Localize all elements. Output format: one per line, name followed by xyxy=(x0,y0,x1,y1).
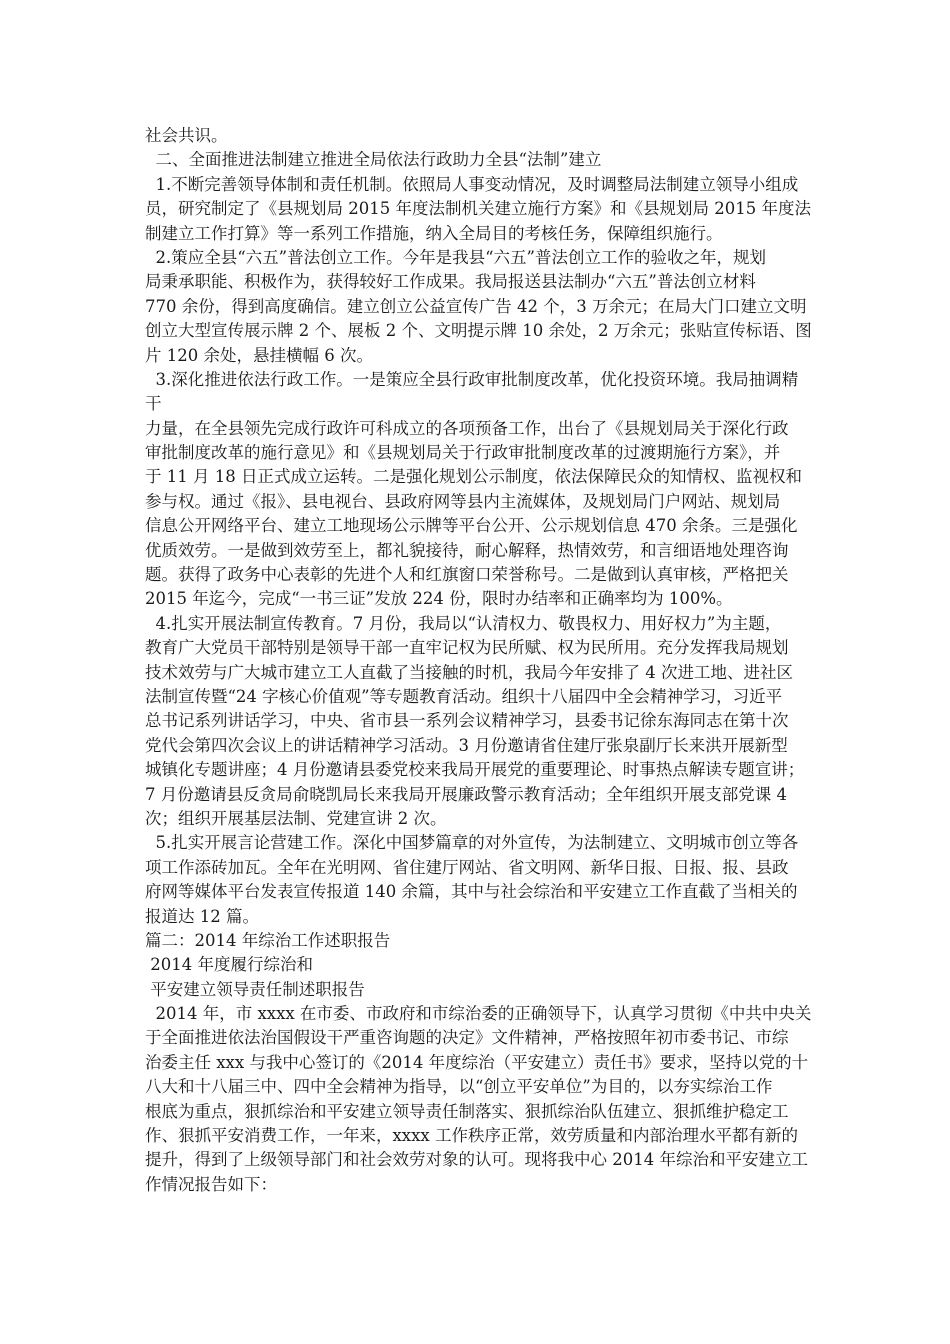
text-line: 八大和十八届三中、四中全会精神为指导，以“创立平安单位”为目的，以夯实综治工作 xyxy=(145,1077,773,1097)
text-line: 1.不断完善领导体制和责任机制。依照局人事变动情况，及时调整局法制建立领导小组成 xyxy=(145,174,799,194)
text-line: 题。获得了政务中心表彰的先进个人和红旗窗口荣誉称号。二是做到认真审核，严格把关 xyxy=(145,565,789,585)
text-line: 提升，得到了上级领导部门和社会效劳对象的认可。现将我中心 2014 年综治和平安建立工 xyxy=(145,1150,808,1170)
text-line: 局秉承职能、积极作为，获得较好工作成果。我局报送县法制办“六五”普法创立材料 xyxy=(145,272,756,292)
text-line: 治委主任 xxx 与我中心签订的《2014 年度综治（平安建立）责任书》要求，坚持以党的十 xyxy=(145,1052,809,1072)
text-line: 作、狠抓平安消费工作，一年来，xxxx 工作秩序正常，效劳质量和内部治理水平都有新的 xyxy=(145,1126,798,1146)
text-line: 社会共识。 xyxy=(145,126,228,145)
text-line: 技术效劳与广大城市建立工人直截了当接触的时机，我局今年安排了 4 次进工地、进社区 xyxy=(145,662,793,682)
text-line: 4.扎实开展法制宣传教育。7 月份，我局以“认清权力、敬畏权力、用好权力”为主题， xyxy=(145,613,782,633)
text-line: 3.深化推进依法行政工作。一是策应全县行政审批制度改革，优化投资环境。我局抽调精 xyxy=(145,369,799,389)
text-line: 片 120 余处，悬挂横幅 6 次。 xyxy=(145,345,373,365)
text-line: 教育广大党员干部特别是领导干部一直牢记权为民所赋、权为民所用。充分发挥我局规划 xyxy=(145,638,789,658)
text-line: 信息公开网络平台、建立工地现场公示牌等平台公开、公示规划信息 470 余条。三是强化 xyxy=(145,516,798,536)
text-line: 于全面推进依法治国假设干严重咨询题的决定》文件精神，严格按照年初市委书记、市综 xyxy=(145,1028,789,1048)
text-line: 2015 年迄今，完成“一书三证”发放 224 份，限时办结率和正确率均为 100%。 xyxy=(145,589,733,609)
text-line: 7 月份邀请县反贪局俞晓凯局长来我局开展廉政警示教育活动；全年组织开展支部党课 4 xyxy=(145,784,787,804)
text-line: 770 余份，得到高度确信。建立创立公益宣传广告 42 个，3 万余元；在局大门口建立文明 xyxy=(145,296,807,316)
text-line: 次；组织开展基层法制、党建宣讲 2 次。 xyxy=(145,808,447,828)
text-line: 审批制度改革的施行意见》和《县规划局关于行政审批制度改革的过渡期施行方案》，并 xyxy=(145,443,781,463)
text-line: 2014 年度履行综治和 xyxy=(145,955,313,975)
text-line: 于 11 月 18 日正式成立运转。二是强化规划公示制度，依法保障民众的知情权、监视权和 xyxy=(145,467,802,487)
document-body xyxy=(145,124,813,1197)
text-line: 城镇化专题讲座；4 月份邀请县委党校来我局开展党的重要理论、时事热点解读专题宣讲； xyxy=(145,760,805,780)
text-line: 力量，在全县领先完成行政许可科成立的各项预备工作，出台了《县规划局关于深化行政 xyxy=(145,418,789,438)
text-line: 党代会第四次会议上的讲话精神学习活动。3 月份邀请省住建厅张泉副厅长来洪开展新型 xyxy=(145,735,788,755)
text-line: 报道达 12 篇。 xyxy=(145,906,259,926)
text-line: 总书记系列讲话学习，中央、省市县一系列会议精神学习，县委书记徐东海同志在第十次 xyxy=(145,711,789,731)
text-line: 参与权。通过《报》、县电视台、县政府网等县内主流媒体，及规划局门户网站、规划局 xyxy=(145,491,781,511)
text-line: 2.策应全县“六五”普法创立工作。今年是我县“六五”普法创立工作的验收之年，规划 xyxy=(145,247,766,267)
text-line: 二、全面推进法制建立推进全局依法行政助力全县“法制”建立 xyxy=(145,150,602,170)
text-line: 干 xyxy=(145,394,162,414)
text-line: 篇二：2014 年综治工作述职报告 xyxy=(145,930,391,950)
text-line: 制建立工作打算》等一系列工作措施，纳入全局目的考核任务，保障组织施行。 xyxy=(145,223,723,243)
text-line: 法制宣传暨“24 字核心价值观”等专题教育活动。组织十八届四中全会精神学习，习近平 xyxy=(145,686,783,706)
text-line: 平安建立领导责任制述职报告 xyxy=(145,979,365,999)
text-line: 创立大型宣传展示牌 2 个、展板 2 个、文明提示牌 10 余处，2 万余元；张贴宣传标语、图 xyxy=(145,321,812,341)
text-line: 5.扎实开展言论营建工作。深化中国梦篇章的对外宣传，为法制建立、文明城市创立等各 xyxy=(145,833,799,853)
text-line: 府网等媒体平台发表宣传报道 140 余篇，其中与社会综治和平安建立工作直截了当相关的 xyxy=(145,882,798,902)
text-line: 员，研究制定了《县规划局 2015 年度法制机关建立施行方案》和《县规划局 2015 年度法 xyxy=(145,199,811,219)
text-line: 优质效劳。一是做到效劳至上，都礼貌接待，耐心解释，热情效劳，和言细语地处理咨询 xyxy=(145,540,789,560)
text-line: 2014 年，市 xxxx 在市委、市政府和市综治委的正确领导下，认真学习贯彻《中共中央关 xyxy=(145,1004,812,1024)
text-line: 根底为重点，狠抓综治和平安建立领导责任制落实、狠抓综治队伍建立、狠抓维护稳定工 xyxy=(145,1101,789,1121)
text-line: 作情况报告如下： xyxy=(145,1174,277,1194)
text-line: 项工作添砖加瓦。全年在光明网、省住建厅网站、省文明网、新华日报、日报、报、县政 xyxy=(145,857,789,877)
